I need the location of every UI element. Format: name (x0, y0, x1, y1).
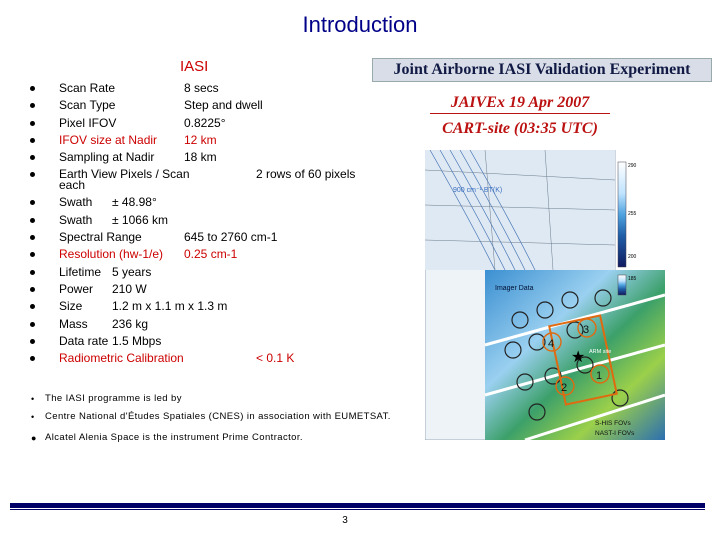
figure-subtitle-site: CART-site (03:35 UTC) (442, 120, 598, 137)
spec-value: 645 to 2760 cm-1 (184, 230, 278, 245)
imager-colorbar (618, 275, 626, 295)
spec-label: Lifetime (59, 264, 102, 279)
footer-bar (10, 503, 705, 508)
upper-map-panel (425, 150, 615, 270)
star-icon: ★ (571, 347, 586, 366)
note-item (30, 429, 450, 447)
spec-item (30, 229, 370, 246)
spec-item (30, 264, 370, 281)
spec-list (30, 80, 370, 367)
spec-label: Size (59, 299, 83, 314)
spec-value: 210 W (112, 281, 147, 296)
spec-label: Scan Rate (59, 81, 116, 95)
underline (430, 113, 610, 114)
bullet-dot (30, 172, 35, 177)
bullet-dot (30, 356, 35, 361)
spec-value: 1.2 m x 1.1 m x 1.3 m (112, 299, 228, 314)
legend-nasti: NAST-I FOVs (595, 430, 635, 437)
bullet-dot (30, 235, 35, 240)
spec-label: Resolution (hw-1/e) (59, 247, 164, 262)
fov-number: 1 (596, 370, 603, 382)
spec-item (30, 316, 370, 333)
spec-value: 18 km (184, 150, 217, 165)
arm-site-label: ARM site (589, 349, 612, 355)
spec-label: Radiometric Calibration (59, 351, 184, 366)
bullet-dot (30, 304, 35, 309)
bullet-dot (30, 155, 35, 160)
spec-item (30, 97, 370, 114)
spec-item (30, 333, 370, 350)
spec-item (30, 281, 370, 298)
spec-item (30, 80, 370, 97)
spec-value: 8 secs (184, 81, 219, 95)
page-number: 3 (342, 515, 348, 526)
spec-value: 0.8225° (184, 115, 226, 130)
satellite-figure (425, 150, 665, 440)
footer-rule (10, 509, 705, 510)
colorbar-tick: 185 (628, 276, 637, 282)
colorbar-tick: 255 (628, 211, 637, 217)
spec-label-cont: each (59, 178, 86, 193)
spec-item (30, 115, 370, 132)
bullet-dot (30, 270, 35, 275)
spec-value: ± 48.98° (112, 195, 157, 210)
imager-label: Imager Data (495, 285, 534, 292)
note-bullet: • (31, 412, 35, 422)
spec-item (30, 132, 370, 149)
colorbar-tick: 290 (628, 163, 637, 169)
note-item (30, 390, 450, 408)
figure-subtitle-date-text: JAIVEx 19 Apr 2007 (450, 94, 590, 111)
colorbar-tick: 200 (628, 254, 637, 260)
spec-label: Mass (59, 316, 88, 331)
bullet-dot (30, 121, 35, 126)
note-item (30, 408, 450, 426)
bullet-dot (30, 218, 35, 223)
spec-label: Spectral Range (59, 230, 142, 245)
band-label: 900 cm⁻¹ BT(K) (453, 187, 503, 194)
spec-item (30, 212, 370, 229)
page-title: Introduction (302, 12, 418, 37)
section-subtitle: IASI (180, 58, 209, 75)
spec-value: 0.25 cm-1 (184, 247, 238, 262)
spec-value: 5 years (112, 264, 152, 279)
spec-label: Earth View Pixels / Scan (59, 167, 190, 182)
note-text: Centre National d'Études Spatiales (CNES) in association with EUMETSAT. (45, 411, 391, 422)
spec-label: Sampling at Nadir (59, 150, 155, 165)
fov-number: 4 (548, 338, 555, 350)
bullet-dot (30, 287, 35, 292)
spec-item (30, 166, 370, 194)
note-text: The IASI programme is led by (45, 393, 182, 404)
note-bullet: • (31, 394, 35, 404)
bullet-dot (30, 86, 35, 91)
notes-list (30, 390, 450, 447)
spec-label: Swath (59, 212, 93, 227)
spec-value: Step and dwell (184, 98, 263, 113)
bullet-dot (30, 103, 35, 108)
spec-item (30, 246, 370, 263)
bullet-dot (30, 252, 35, 257)
spec-value: 2 rows of 60 pixels (256, 167, 356, 182)
fov-number: 3 (583, 324, 590, 336)
bullet-dot (30, 339, 35, 344)
spec-value: < 0.1 K (256, 351, 295, 366)
legend-shis: S-HIS FOVs (595, 420, 631, 427)
spec-label: Swath (59, 195, 93, 210)
figure-subtitle-date (405, 94, 635, 112)
spec-value: ± 1066 km (112, 212, 168, 227)
spec-item (30, 149, 370, 166)
spec-label: Power (59, 281, 94, 296)
figure-title: Joint Airborne IASI Validation Experiment (372, 58, 712, 82)
bullet-dot (30, 322, 35, 327)
spec-item (30, 350, 370, 367)
spec-value: 236 kg (112, 316, 149, 331)
spec-item (30, 194, 370, 211)
bullet-dot (30, 200, 35, 205)
spec-value: 1.5 Mbps (112, 333, 162, 348)
fov-number: 2 (561, 382, 568, 394)
colorbar (618, 162, 626, 267)
spec-value: 12 km (184, 132, 217, 147)
bullet-dot (30, 138, 35, 143)
note-bullet: ● (31, 433, 37, 443)
spec-item (30, 298, 370, 315)
note-text: Alcatel Alenia Space is the instrument Prime Contractor. (45, 432, 303, 443)
spec-label: Scan Type (59, 98, 116, 113)
spec-label: Pixel IFOV (59, 115, 117, 130)
spec-label: IFOV size at Nadir (59, 132, 158, 147)
spec-label: Data rate (59, 333, 109, 348)
